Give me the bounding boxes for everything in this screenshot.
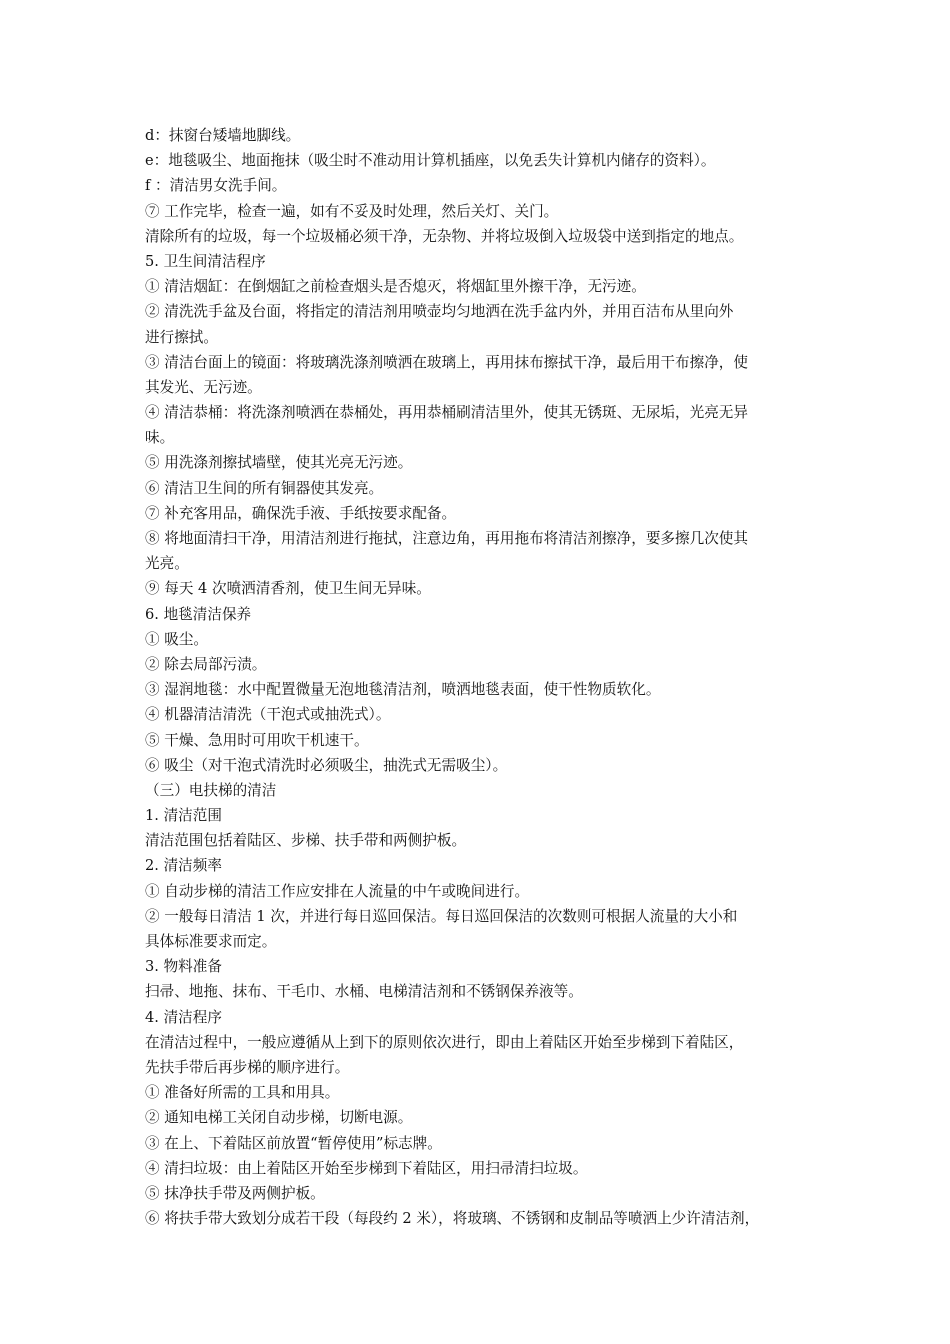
text-line: ② 除去局部污渍。	[145, 655, 267, 673]
text-line: 先扶手带后再步梯的顺序进行。	[145, 1058, 350, 1076]
text-line: f ：清洁男女洗手间。	[145, 177, 287, 195]
text-line: 味。	[145, 429, 175, 447]
text-line: ② 通知电梯工关闭自动步梯，切断电源。	[145, 1109, 413, 1127]
section-heading: 3. 物料准备	[145, 958, 222, 976]
text-line: 在清洁过程中，一般应遵循从上到下的原则依次进行，即由上着陆区开始至步梯到下着陆区，	[145, 1033, 744, 1051]
section-heading: 2. 清洁频率	[145, 857, 222, 875]
text-line: ⑥ 将扶手带大致划分成若干段（每段约 2 米），将玻璃、不锈钢和皮制品等喷洒上少许清洁剂，	[145, 1210, 760, 1228]
text-line: ① 清洁烟缸：在倒烟缸之前检查烟头是否熄灭，将烟缸里外擦干净，无污迹。	[145, 278, 646, 296]
text-line: ⑤ 用洗涤剂擦拭墙壁，使其光亮无污迹。	[145, 454, 413, 472]
text-line: ⑥ 清洁卫生间的所有铜器使其发亮。	[145, 479, 384, 497]
text-line: 其发光、无污迹。	[145, 378, 262, 396]
text-line: ⑥ 吸尘（对干泡式清洗时必须吸尘，抽洗式无需吸尘）。	[145, 756, 508, 774]
text-line: ⑦ 工作完毕，检查一遍，如有不妥及时处理，然后关灯、关门。	[145, 202, 559, 220]
text-line: ① 准备好所需的工具和用具。	[145, 1084, 340, 1102]
section-heading: 6. 地毯清洁保养	[145, 605, 252, 623]
text-line: ② 清洗洗手盆及台面，将指定的清洁剂用喷壶均匀地洒在洗手盆内外，并用百洁布从里向外	[145, 303, 734, 321]
text-line: 光亮。	[145, 555, 189, 573]
section-heading: 4. 清洁程序	[145, 1008, 222, 1026]
document-body	[145, 123, 813, 1231]
text-line: ④ 清扫垃圾：由上着陆区开始至步梯到下着陆区，用扫帚清扫垃圾。	[145, 1159, 588, 1177]
text-line: ④ 清洁恭桶：将洗涤剂喷洒在恭桶处，再用恭桶刷清洁里外，使其无锈斑、无尿垢，光亮无异	[145, 404, 748, 422]
text-line: 扫帚、地拖、抹布、干毛巾、水桶、电梯清洁剂和不锈钢保养液等。	[145, 983, 583, 1001]
chapter-heading: （三）电扶梯的清洁	[145, 781, 277, 799]
section-heading: 1. 清洁范围	[145, 807, 222, 825]
text-line: ⑤ 干燥、急用时可用吹干机速干。	[145, 731, 369, 749]
text-line: ⑨ 每天 4 次喷洒清香剂，使卫生间无异味。	[145, 580, 431, 598]
text-line: ④ 机器清洁清洗（干泡式或抽洗式）。	[145, 706, 391, 724]
text-line: 进行擦拭。	[145, 328, 218, 346]
text-line: ③ 清洁台面上的镜面：将玻璃洗涤剂喷洒在玻璃上，再用抹布擦拭干净，最后用干布擦净，使	[145, 353, 748, 371]
text-line: ③ 在上、下着陆区前放置“暂停使用”标志牌。	[145, 1134, 442, 1152]
text-line: 具体标准要求而定。	[145, 933, 277, 950]
text-line: 清洁范围包括着陆区、步梯、扶手带和两侧护板。	[145, 832, 467, 850]
text-line: ② 一般每日清洁 1 次，并进行每日巡回保洁。每日巡回保洁的次数则可根据人流量的大小和	[145, 907, 738, 925]
text-line: ① 自动步梯的清洁工作应安排在人流量的中午或晚间进行。	[145, 882, 530, 900]
text-line: ① 吸尘。	[145, 630, 209, 648]
text-line: e：地毯吸尘、地面拖抹（吸尘时不准动用计算机插座，以免丢失计算机内储存的资料）。	[145, 152, 716, 170]
text-line: ⑦ 补充客用品，确保洗手液、手纸按要求配备。	[145, 504, 457, 522]
section-heading: 5. 卫生间清洁程序	[145, 252, 266, 270]
text-line: d：抹窗台矮墙地脚线。	[145, 127, 301, 144]
text-line: ③ 湿润地毯：水中配置微量无泡地毯清洁剂，喷洒地毯表面，使干性物质软化。	[145, 681, 661, 699]
text-line: ⑤ 抹净扶手带及两侧护板。	[145, 1184, 325, 1202]
text-line: 清除所有的垃圾，每一个垃圾桶必须干净，无杂物、并将垃圾倒入垃圾袋中送到指定的地点。	[145, 227, 744, 245]
text-line: ⑧ 将地面清扫干净，用清洁剂进行拖拭，注意边角，再用拖布将清洁剂擦净，要多擦几次使其	[145, 530, 748, 547]
